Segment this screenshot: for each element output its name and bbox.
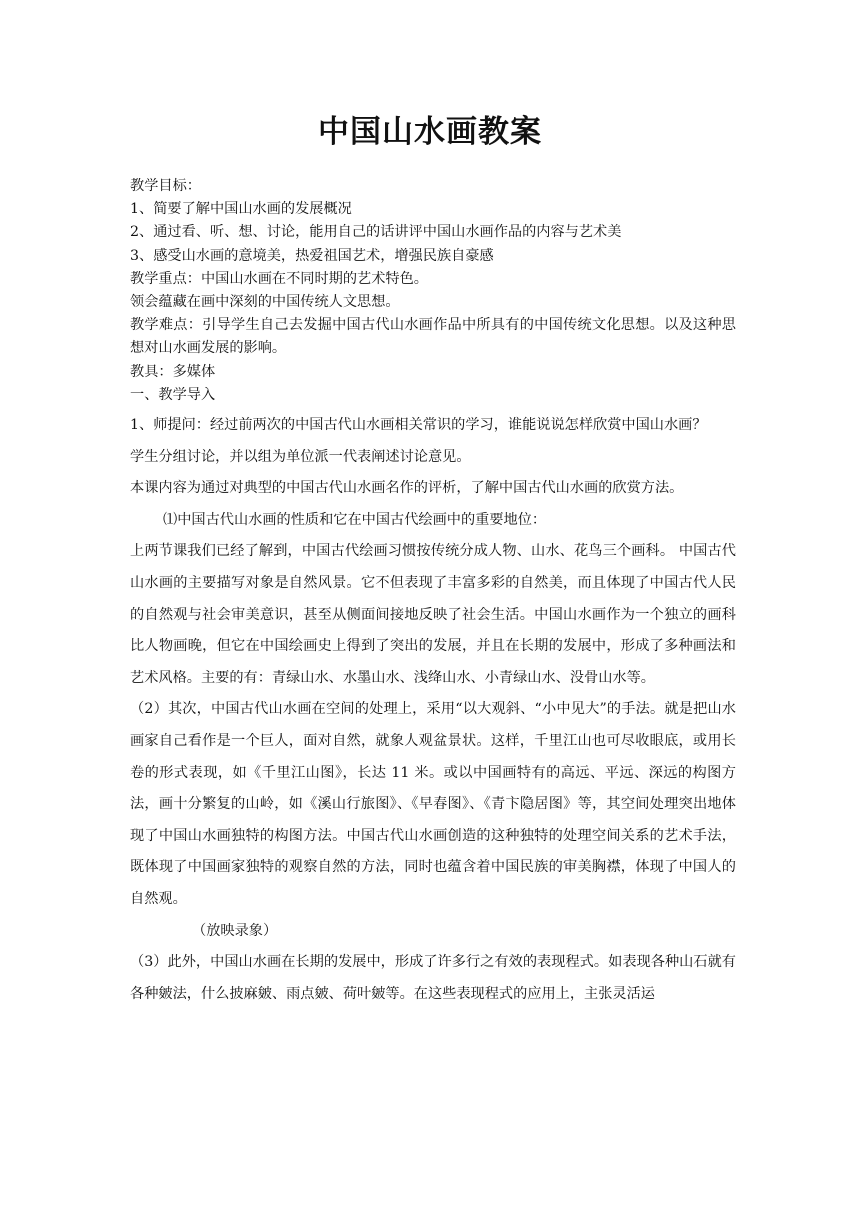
objective-item-1: 1、简要了解中国山水画的发展概况 (130, 201, 352, 218)
difficulties: 教学难点：引导学生自己去发掘中国古代山水画作品中所具有的中国传统文化思想。以及这种思想对山水画发展的影响。 (130, 317, 736, 357)
objectives-heading: 教学目标： (130, 178, 201, 194)
lesson-content: 本课内容为通过对典型的中国古代山水画名作的评析，了解中国古代山水画的欣赏方法。 (130, 480, 684, 497)
student-discussion: 学生分组讨论，并以组为单位派一代表阐述讨论意见。 (130, 448, 471, 465)
key-points: 教学重点：中国山水画在不同时期的艺术特色。 (130, 270, 428, 287)
document-title: 中国山水画教案 (318, 114, 542, 150)
objectives-section (130, 175, 736, 407)
play-video-note: （放映录象） (192, 922, 278, 939)
teacher-question: 1、师提问：经过前两次的中国古代山水画相关常识的学习，谁能说说怎样欣赏中国山水画？ (130, 417, 707, 433)
objective-item-3: 3、感受山水画的意境美，热爱祖国艺术，增强民族自豪感 (130, 247, 494, 264)
subheading-1: ⑴中国古代山水画的性质和它在中国古代绘画中的重要地位： (163, 511, 547, 528)
key-points-cont: 领会蕴藏在画中深刻的中国传统人文思想。 (130, 294, 400, 311)
paragraph-1: 上两节课我们已经了解到，中国古代绘画习惯按传统分成人物、山水、花鸟三个画科。 中国古代山水画的主要描写对象是自然风景。它不但表现了丰富多彩的自然美，而且体现了中国古代人民的自然观与社会审美意识，甚至从侧面间接地反映了社会生活。中国山水画作为一个独立的画科比人物画晚，但它在中国绘画史上得到了突出的发展，并且在长期的发展中，形成了多种画法和艺术风格。主要的有：青绿山水、水墨山水、浅绛山水、小青绿山水、没骨山水等。 (130, 543, 736, 686)
lesson-body (130, 410, 736, 1010)
paragraph-2: （2）其次，中国古代山水画在空间的处理上，采用“以大观斜、“小中见大”的手法。就是把山水画家自己看作是一个巨人，面对自然，就象人观盆景状。这样，千里江山也可尽收眼底，或用长卷的形式表现，如《千里江山图》，长达 11 米。或以中国画特有的高远、平远、深远的构图方法，画十分繁复的山岭，如《溪山行旅图》、《早春图》、《青卞隐居图》等，其空间处理突出地体现了中国山水画独特的构图方法。中国古代山水画创造的这种独特的处理空间关系的艺术手法，既体现了中国画家独特的观察自然的方法，同时也蕴含着中国民族的审美胸襟，体现了中国人的自然观。 (130, 701, 736, 907)
section-heading-intro: 一、教学导入 (130, 386, 216, 403)
paragraph-3: （3）此外，中国山水画在长期的发展中，形成了许多行之有效的表现程式。如表现各种山石就有各种皴法，什么披麻皴、雨点皴、荷叶皴等。在这些表现程式的应用上，主张灵活运 (130, 954, 736, 1002)
teaching-aids: 教具：多媒体 (130, 363, 216, 380)
objective-item-2: 2、通过看、听、想、讨论，能用自己的话讲评中国山水画作品的内容与艺术美 (130, 224, 622, 241)
